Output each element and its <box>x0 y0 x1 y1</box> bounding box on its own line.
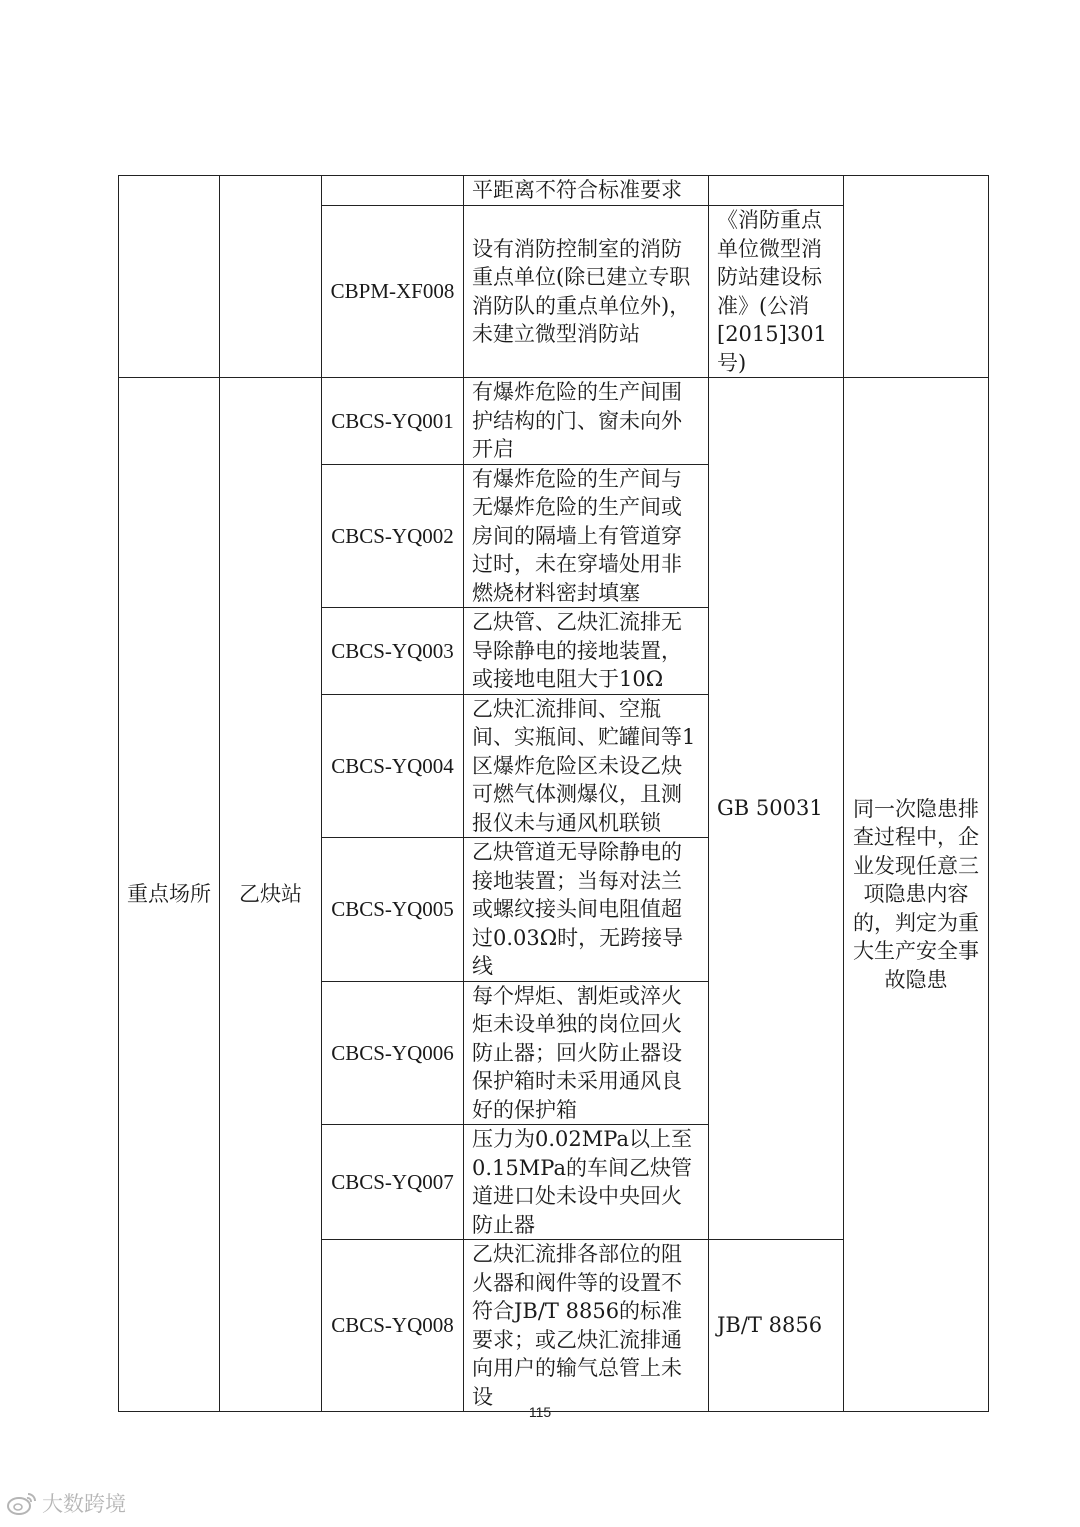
content-cell: 乙炔汇流排间、空瓶间、实瓶间、贮罐间等1区爆炸危险区未设乙炔可燃气体测爆仪，且测报仪未与通风机联锁 <box>464 694 709 838</box>
content-cell: 有爆炸危险的生产间围护结构的门、窗未向外开启 <box>464 378 709 465</box>
code-cell: CBCS-YQ007 <box>322 1125 464 1240</box>
content-cell: 乙炔管道无导除静电的接地装置；当每对法兰或螺纹接头间电阻值超过0.03Ω时，无跨接导线 <box>464 838 709 982</box>
content-cell: 设有消防控制室的消防重点单位(除已建立专职消防队的重点单位外)，未建立微型消防站 <box>464 206 709 378</box>
code-cell: CBCS-YQ001 <box>322 378 464 465</box>
basis-cell-gb50031: GB 50031 <box>709 378 844 1240</box>
content-cell: 压力为0.02MPa以上至0.15MPa的车间乙炔管道进口处未设中央回火防止器 <box>464 1125 709 1240</box>
page-number: 115 <box>528 1404 552 1420</box>
basis-cell: 《消防重点单位微型消防站建设标准》(公消[2015]301号) <box>709 206 844 378</box>
basis-cell <box>709 176 844 206</box>
content-cell: 每个焊炬、割炬或淬火炬未设单独的岗位回火防止器；回火防止器设保护箱时未采用通风良好的保护箱 <box>464 981 709 1125</box>
judgement-cell-prev <box>844 176 989 378</box>
content-cell: 平距离不符合标准要求 <box>464 176 709 206</box>
code-cell: CBCS-YQ006 <box>322 981 464 1125</box>
watermark <box>6 1488 126 1518</box>
category-cell: 重点场所 <box>119 378 220 1412</box>
watermark-text: 大数跨境 <box>42 1492 126 1516</box>
content-cell: 乙炔汇流排各部位的阻火器和阀件等的设置不符合JB/T 8856的标准要求；或乙炔汇流排通向用户的输气总管上未设 <box>464 1240 709 1412</box>
basis-cell-jbt8856: JB/T 8856 <box>709 1240 844 1412</box>
place-cell-prev <box>220 176 322 378</box>
code-cell: CBCS-YQ004 <box>322 694 464 838</box>
judgement-cell: 同一次隐患排查过程中，企业发现任意三项隐患内容的，判定为重大生产安全事故隐患 <box>844 378 989 1412</box>
code-cell: CBCS-YQ005 <box>322 838 464 982</box>
code-cell: CBCS-YQ008 <box>322 1240 464 1412</box>
code-cell: CBCS-YQ002 <box>322 464 464 608</box>
category-cell-prev <box>119 176 220 378</box>
hazard-table <box>118 175 989 1412</box>
code-cell: CBPM-XF008 <box>322 206 464 378</box>
code-cell <box>322 176 464 206</box>
content-cell: 有爆炸危险的生产间与无爆炸危险的生产间或房间的隔墙上有管道穿过时，未在穿墙处用非燃烧材料密封填塞 <box>464 464 709 608</box>
place-cell: 乙炔站 <box>220 378 322 1412</box>
content-cell: 乙炔管、乙炔汇流排无导除静电的接地装置，或接地电阻大于10Ω <box>464 608 709 695</box>
weibo-logo-icon <box>6 1490 38 1516</box>
code-cell: CBCS-YQ003 <box>322 608 464 695</box>
